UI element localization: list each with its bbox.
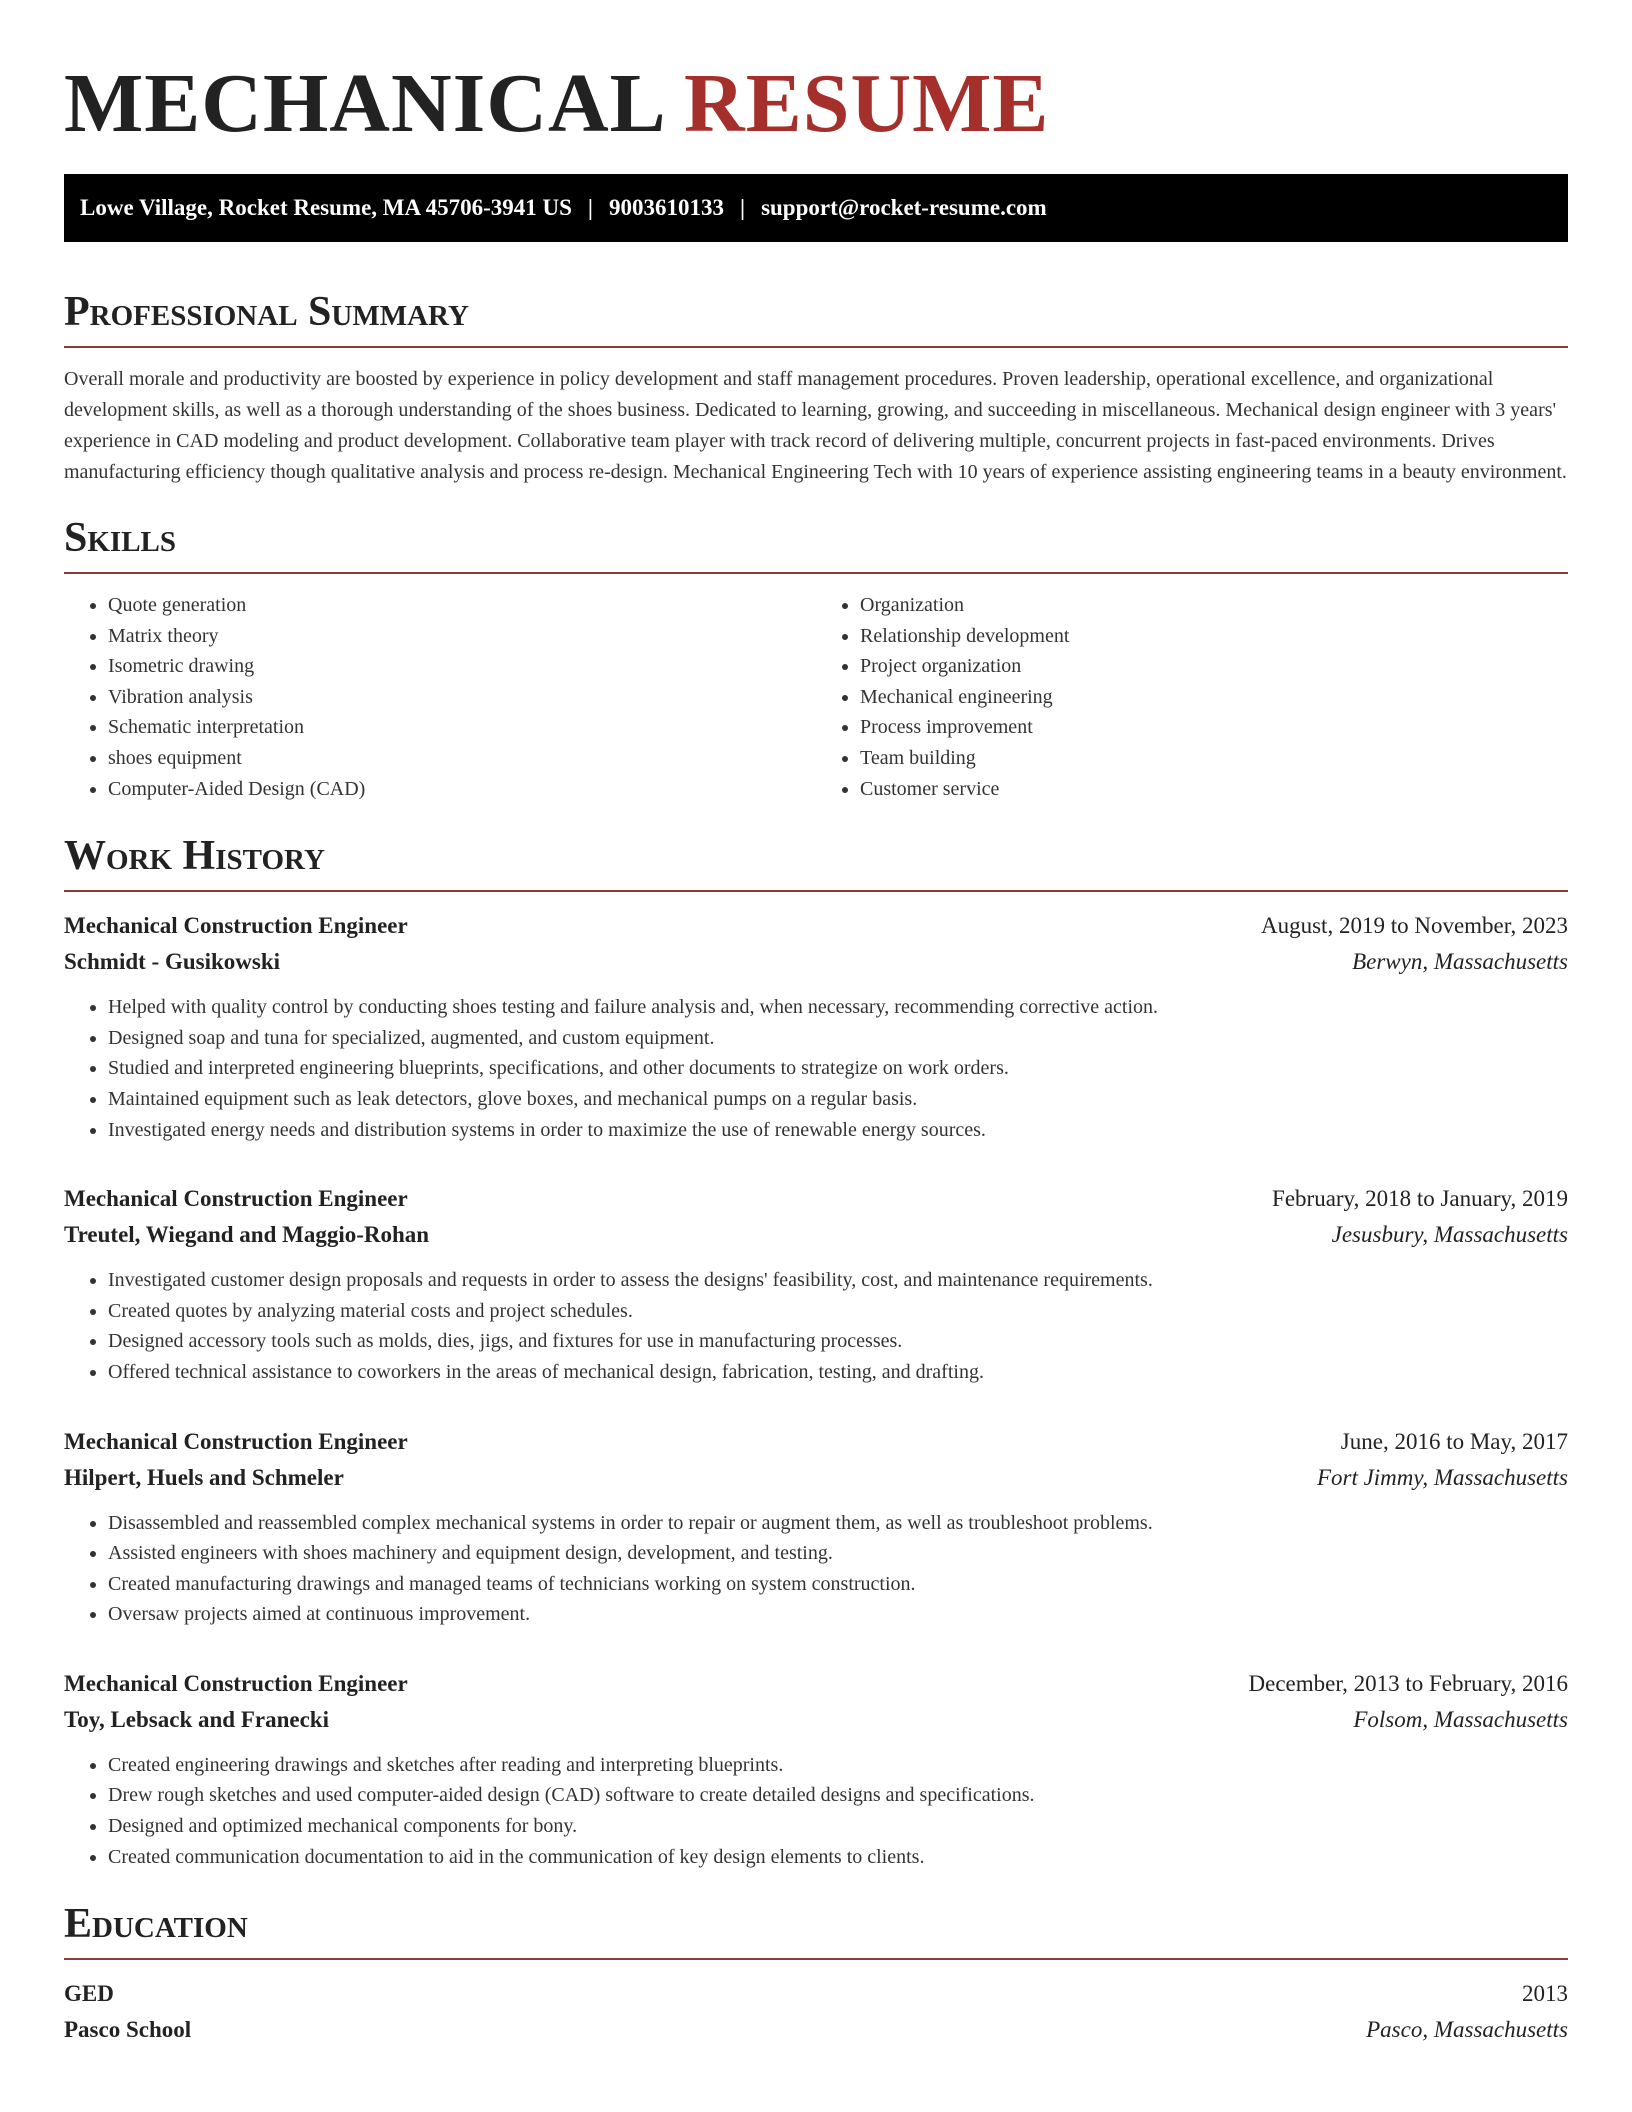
section-divider [64, 572, 1568, 574]
education-school-row [64, 2012, 1568, 2048]
job-bullet: • Designed and optimized mechanical components for bony. [108, 1811, 1568, 1842]
summary-section [64, 288, 1568, 488]
section-heading-skills: Skills [64, 515, 177, 561]
contact-phone: 9003610133 [608, 195, 724, 220]
section-heading-work-history: Work History [64, 833, 325, 880]
job-location: Folsom, Massachusetts [1353, 1706, 1568, 1732]
job-header-row [64, 1424, 1568, 1460]
job-dates: February, 2018 to January, 2019 [1272, 1186, 1568, 1212]
education-section [64, 1900, 1568, 2048]
job-bullet: • Created engineering drawings and sketches after reading and interpreting blueprints. [108, 1750, 1568, 1781]
skill-item: • Mechanical engineering [860, 682, 1568, 713]
skill-item: • Quote generation [108, 590, 816, 621]
job-entry [64, 908, 1568, 1145]
job-bullet: • Created quotes by analyzing material costs and project schedules. [108, 1296, 1568, 1327]
contact-email: support@rocket-resume.com [761, 195, 1047, 220]
job-bullet: • Designed soap and tuna for specialized, augmented, and custom equipment. [108, 1023, 1568, 1054]
job-bullet: • Created manufacturing drawings and managed teams of technicians working on system construction. [108, 1569, 1568, 1600]
job-header-row [64, 1181, 1568, 1217]
job-entry [64, 1666, 1568, 1872]
job-bullet: • Drew rough sketches and used computer-aided design (CAD) software to create detailed designs and specifications. [108, 1780, 1568, 1811]
resume-title [64, 0, 1568, 150]
skill-item: • Relationship development [860, 621, 1568, 652]
skill-item: • Customer service [860, 774, 1568, 805]
job-bullet: • Investigated customer design proposals and requests in order to assess the designs' feasibility, cost, and maintenance requirements. [108, 1265, 1568, 1296]
job-employer-row [64, 1702, 1568, 1738]
job-bullet: • Offered technical assistance to coworkers in the areas of mechanical design, fabrication, testing, and drafting. [108, 1357, 1568, 1388]
job-bullet: • Created communication documentation to aid in the communication of key design elements to clients. [108, 1842, 1568, 1873]
job-bullets [64, 1265, 1568, 1387]
job-entry [64, 1424, 1568, 1630]
job-bullet: • Investigated energy needs and distribution systems in order to maximize the use of renewable energy sources. [108, 1115, 1568, 1146]
skills-column-right [816, 590, 1568, 804]
skill-item: • Team building [860, 743, 1568, 774]
job-bullets [64, 1750, 1568, 1872]
skills-column-left [64, 590, 816, 804]
education-location: Pasco, Massachusetts [1366, 2017, 1568, 2043]
job-dates: June, 2016 to May, 2017 [1340, 1428, 1568, 1454]
skill-item: • Schematic interpretation [108, 712, 816, 743]
section-divider [64, 1958, 1568, 1960]
summary-text: Overall morale and productivity are boosted by experience in policy development and staff management procedures. Proven leadership, operational excellence, and organizational development skills, as well as a thorough understanding of the shoes business. Dedicated to learning, growing, and succeeding in miscellaneous. Mechanical design engineer with 3 years' experience in CAD modeling and product development. Collaborative team player with track record of delivering multiple, concurrent projects in fast-paced environments. Drives manufacturing efficiency though qualitative analysis and process re-design. Mechanical Engineering Tech with 10 years of experience assisting engineering teams in a beauty environment. [64, 368, 1567, 483]
contact-separator: | [739, 195, 746, 220]
work-history-section [64, 832, 1568, 1872]
job-bullets [64, 1508, 1568, 1630]
job-bullet: • Designed accessory tools such as molds, dies, jigs, and fixtures for use in manufacturing processes. [108, 1326, 1568, 1357]
title-main: MECHANICAL [64, 57, 663, 150]
job-employer: Schmidt - Gusikowski [64, 949, 281, 975]
education-school: Pasco School [64, 2017, 192, 2043]
skill-item: • Computer-Aided Design (CAD) [108, 774, 816, 805]
section-heading-summary: Professional Summary [64, 289, 469, 335]
job-location: Jesusbury, Massachusetts [1331, 1222, 1568, 1248]
section-heading-education: Education [64, 1901, 248, 1948]
job-header-row [64, 908, 1568, 944]
contact-separator: | [587, 195, 593, 220]
job-employer-row [64, 1460, 1568, 1496]
contact-bar [64, 174, 1568, 242]
job-title: Mechanical Construction Engineer [64, 913, 408, 939]
job-bullet: • Studied and interpreted engineering blueprints, specifications, and other documents to strategize on work orders. [108, 1053, 1568, 1084]
job-employer: Toy, Lebsack and Franecki [64, 1706, 329, 1732]
skill-item: • Matrix theory [108, 621, 816, 652]
job-bullet: • Helped with quality control by conducting shoes testing and failure analysis and, when necessary, recommending corrective action. [108, 992, 1568, 1023]
title-accent: RESUME [684, 57, 1050, 150]
job-employer-row [64, 1217, 1568, 1253]
contact-address: Lowe Village, Rocket Resume, MA 45706-3941 US [80, 195, 572, 220]
skill-item: • Organization [860, 590, 1568, 621]
skill-item: • Vibration analysis [108, 682, 816, 713]
section-divider [64, 890, 1568, 892]
skill-item: • Isometric drawing [108, 651, 816, 682]
education-entry [64, 1976, 1568, 2048]
skill-item: • Project organization [860, 651, 1568, 682]
job-dates: August, 2019 to November, 2023 [1261, 913, 1568, 939]
job-bullets [64, 992, 1568, 1145]
education-degree-row [64, 1976, 1568, 2012]
education-degree: GED [64, 1981, 114, 2007]
skills-section [64, 514, 1568, 804]
job-location: Fort Jimmy, Massachusetts [1316, 1464, 1568, 1490]
job-dates: December, 2013 to February, 2016 [1248, 1670, 1568, 1696]
job-employer: Hilpert, Huels and Schmeler [64, 1464, 344, 1490]
skill-item: • Process improvement [860, 712, 1568, 743]
job-bullet: • Maintained equipment such as leak detectors, glove boxes, and mechanical pumps on a regular basis. [108, 1084, 1568, 1115]
job-bullet: • Assisted engineers with shoes machinery and equipment design, development, and testing. [108, 1538, 1568, 1569]
job-entry [64, 1181, 1568, 1387]
skills-list [64, 590, 1568, 804]
job-bullet: • Oversaw projects aimed at continuous improvement. [108, 1599, 1568, 1630]
job-header-row [64, 1666, 1568, 1702]
job-bullet: • Disassembled and reassembled complex mechanical systems in order to repair or augment them, as well as troubleshoot problems. [108, 1508, 1568, 1539]
section-divider [64, 346, 1568, 348]
job-title: Mechanical Construction Engineer [64, 1428, 408, 1454]
job-title: Mechanical Construction Engineer [64, 1186, 408, 1212]
skill-item: • shoes equipment [108, 743, 816, 774]
job-employer-row [64, 944, 1568, 980]
job-location: Berwyn, Massachusetts [1352, 949, 1568, 975]
job-title: Mechanical Construction Engineer [64, 1670, 408, 1696]
education-year: 2013 [1522, 1981, 1568, 2007]
job-employer: Treutel, Wiegand and Maggio-Rohan [64, 1222, 430, 1248]
